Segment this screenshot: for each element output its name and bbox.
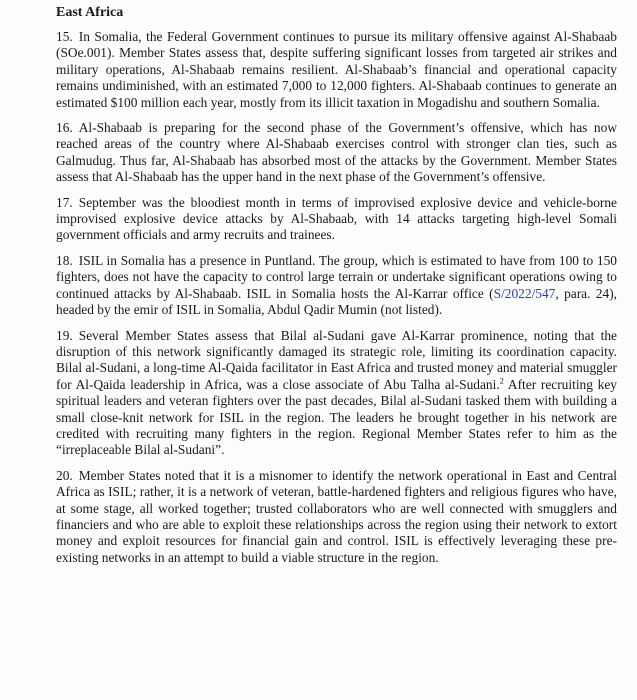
paragraph-text-before-link: ISIL in Somalia has a presence in Puntland. The group, which is estimated to have from 100 to 150 fighters, does not have the capacity to control large terrain or undertake significant operations owing to continued attacks by Al-Shabaab. ISIL in Somalia hosts the Al-Karrar office ( bbox=[56, 252, 617, 301]
paragraph-number: 19. bbox=[56, 327, 73, 343]
document-reference-link[interactable]: S/2022/547 bbox=[493, 285, 556, 301]
paragraph-text: Al-Shabaab is preparing for the second phase of the Government’s offensive, which has now reached areas of the country where Al-Shabaab exercises control with stronger clan ties, such as Galmudug. Thus far, Al-Shabaab has absorbed most of the attacks by the Government. Member States assess that Al-Shabaab has the upper hand in the next phase of the Government’s offensive. bbox=[56, 120, 617, 185]
paragraph-17 bbox=[56, 195, 617, 244]
paragraph-16 bbox=[56, 120, 617, 186]
paragraph-text: In Somalia, the Federal Government continues to pursue its military offensive against Al-Shabaab (SOe.001). Member States assess that, despite suffering significant losses from targeted air strikes and military operations, Al-Shabaab remains resilient. Al-Shabaab’s financial and operational capacity remains undiminished, with an estimated 7,000 to 12,000 fighters. Al-Shabaab continues to generate an estimated $100 million each year, mostly from its illicit taxation in Mogadishu and southern Somalia. bbox=[56, 29, 617, 110]
paragraph-number: 18. bbox=[56, 252, 73, 268]
paragraph-20 bbox=[56, 468, 617, 566]
footnote-marker[interactable]: 2 bbox=[499, 375, 504, 386]
paragraph-number: 17. bbox=[56, 194, 73, 210]
paragraph-text-after-footnote: After recruiting key spiritual leaders and veteran fighters over the past decades, Bilal al-Sudani tasked them with building a small close-knit network for ISIL in the region. The leaders he brought together in his network are credited with recruiting many fighters in the region. Regional Member States refer to him as the “irreplaceable Bilal al-Sudani”. bbox=[56, 376, 617, 458]
paragraph-text: September was the bloodiest month in terms of improvised explosive device and vehicle-borne improvised explosive device attacks by Al-Shabaab, with 14 attacks targeting high-level Somali government officials and army recruits and trainees. bbox=[56, 194, 617, 243]
section-heading: East Africa bbox=[56, 5, 124, 20]
paragraph-text-before-footnote: Several Member States assess that Bilal al-Sudani gave Al-Karrar prominence, noting that the disruption of this network significantly damaged its strategic role, limiting its coordination capacity. Bilal al-Sudani, a long-time Al-Qaida facilitator in East Africa and trusted money and material smuggler for Al-Qaida leadership in Africa, was a close associate of Abu Talha al-Sudani. bbox=[56, 327, 617, 392]
paragraph-number: 16. bbox=[56, 120, 73, 136]
paragraph-18 bbox=[56, 253, 617, 319]
paragraph-text-after-link: , para. 24), headed by the emir of ISIL in Somalia, Abdul Qadir Mumin (not listed). bbox=[56, 285, 617, 318]
paragraph-number: 15. bbox=[56, 29, 73, 44]
paragraph-15 bbox=[56, 29, 617, 111]
paragraph-text: Member States noted that it is a misnomer to identify the network operational in East and Central Africa as ISIL; rather, it is a network of veteran, battle-hardened fighters and religious figures who have, at some stage, all worked together; trusted collaborators who are well connected with smugglers and financiers and who are able to exploit these relationships across the region using their network to extort money and exploit resources for financial gain and control. ISIL is effectively leveraging these pre-existing networks in an attempt to build a viable structure in the region. bbox=[56, 467, 617, 565]
paragraph-19 bbox=[56, 328, 617, 459]
paragraph-number: 20. bbox=[56, 467, 73, 483]
